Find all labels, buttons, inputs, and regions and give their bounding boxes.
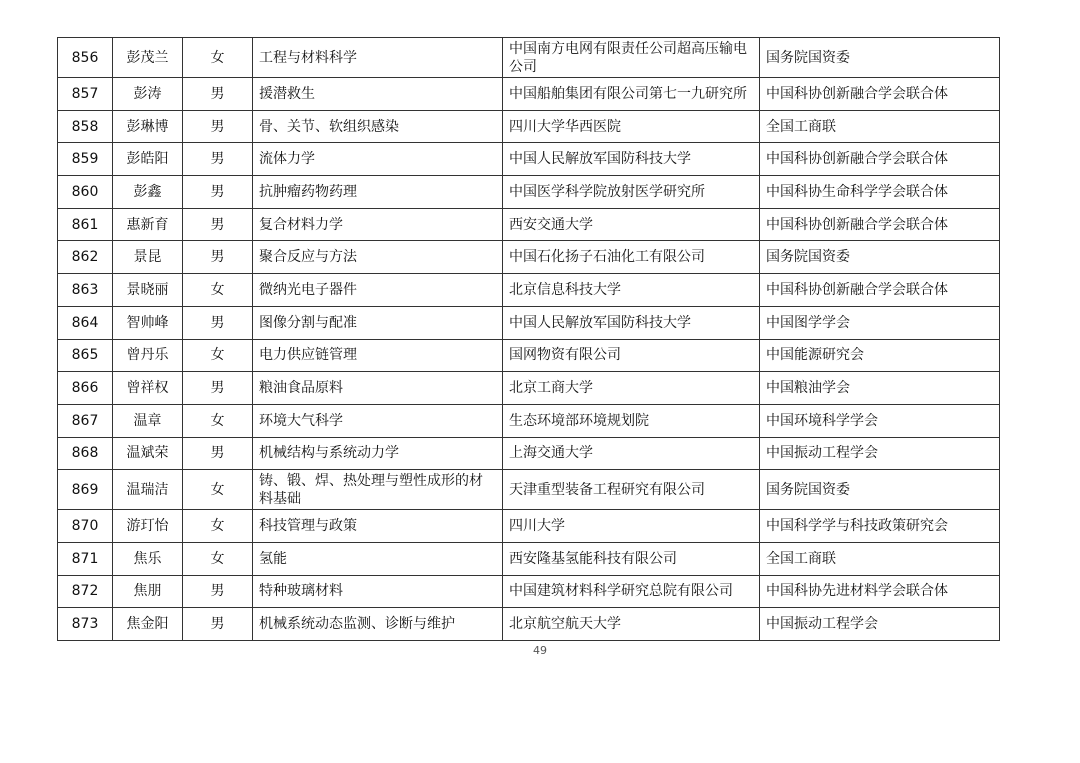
cell-person-name: 景晓丽 <box>113 274 183 307</box>
cell-person-name: 彭琳博 <box>113 110 183 143</box>
cell-person-name: 温章 <box>113 404 183 437</box>
cell-research-field: 特种玻璃材料 <box>253 575 503 608</box>
cell-gender: 男 <box>183 575 253 608</box>
cell-research-field: 聚合反应与方法 <box>253 241 503 274</box>
cell-recommending-org: 中国科协创新融合学会联合体 <box>760 143 1000 176</box>
table-row <box>58 176 1000 209</box>
cell-row-number: 867 <box>58 404 113 437</box>
cell-work-unit: 北京信息科技大学 <box>503 274 760 307</box>
cell-gender: 男 <box>183 372 253 405</box>
cell-work-unit: 西安隆基氢能科技有限公司 <box>503 542 760 575</box>
cell-research-field: 科技管理与政策 <box>253 510 503 543</box>
cell-gender: 男 <box>183 241 253 274</box>
cell-gender: 女 <box>183 38 253 78</box>
cell-work-unit: 北京航空航天大学 <box>503 608 760 641</box>
cell-person-name: 智帅峰 <box>113 306 183 339</box>
roster-table <box>57 37 1000 641</box>
cell-person-name: 彭皓阳 <box>113 143 183 176</box>
cell-recommending-org: 中国图学学会 <box>760 306 1000 339</box>
cell-person-name: 焦朋 <box>113 575 183 608</box>
cell-gender: 女 <box>183 404 253 437</box>
cell-row-number: 860 <box>58 176 113 209</box>
cell-row-number: 862 <box>58 241 113 274</box>
cell-work-unit: 西安交通大学 <box>503 208 760 241</box>
cell-row-number: 869 <box>58 470 113 510</box>
cell-recommending-org: 中国环境科学学会 <box>760 404 1000 437</box>
cell-work-unit: 中国医学科学院放射医学研究所 <box>503 176 760 209</box>
cell-person-name: 焦金阳 <box>113 608 183 641</box>
cell-recommending-org: 中国能源研究会 <box>760 339 1000 372</box>
table-row <box>58 110 1000 143</box>
table-row <box>58 38 1000 78</box>
cell-gender: 女 <box>183 274 253 307</box>
table-row <box>58 274 1000 307</box>
cell-recommending-org: 全国工商联 <box>760 110 1000 143</box>
cell-research-field: 铸、锻、焊、热处理与塑性成形的材料基础 <box>253 470 503 510</box>
cell-research-field: 机械系统动态监测、诊断与维护 <box>253 608 503 641</box>
cell-work-unit: 中国石化扬子石油化工有限公司 <box>503 241 760 274</box>
table-row <box>58 208 1000 241</box>
cell-gender: 男 <box>183 78 253 111</box>
cell-row-number: 858 <box>58 110 113 143</box>
cell-work-unit: 中国人民解放军国防科技大学 <box>503 143 760 176</box>
table-row <box>58 404 1000 437</box>
table-row <box>58 575 1000 608</box>
cell-person-name: 彭涛 <box>113 78 183 111</box>
cell-recommending-org: 中国科协创新融合学会联合体 <box>760 78 1000 111</box>
cell-work-unit: 四川大学 <box>503 510 760 543</box>
cell-recommending-org: 中国科协创新融合学会联合体 <box>760 274 1000 307</box>
table-row <box>58 608 1000 641</box>
cell-recommending-org: 中国科协创新融合学会联合体 <box>760 208 1000 241</box>
cell-person-name: 温瑞洁 <box>113 470 183 510</box>
cell-research-field: 抗肿瘤药物药理 <box>253 176 503 209</box>
cell-row-number: 863 <box>58 274 113 307</box>
cell-research-field: 复合材料力学 <box>253 208 503 241</box>
cell-row-number: 864 <box>58 306 113 339</box>
cell-recommending-org: 国务院国资委 <box>760 241 1000 274</box>
cell-work-unit: 中国人民解放军国防科技大学 <box>503 306 760 339</box>
cell-recommending-org: 全国工商联 <box>760 542 1000 575</box>
table-row <box>58 78 1000 111</box>
cell-recommending-org: 中国科协生命科学学会联合体 <box>760 176 1000 209</box>
cell-research-field: 电力供应链管理 <box>253 339 503 372</box>
table-row <box>58 470 1000 510</box>
table-row <box>58 542 1000 575</box>
cell-research-field: 骨、关节、软组织感染 <box>253 110 503 143</box>
cell-research-field: 粮油食品原料 <box>253 372 503 405</box>
cell-research-field: 氢能 <box>253 542 503 575</box>
roster-table-body <box>58 38 1000 641</box>
cell-recommending-org: 中国粮油学会 <box>760 372 1000 405</box>
cell-recommending-org: 中国振动工程学会 <box>760 608 1000 641</box>
cell-person-name: 焦乐 <box>113 542 183 575</box>
cell-research-field: 图像分割与配准 <box>253 306 503 339</box>
table-row <box>58 339 1000 372</box>
cell-row-number: 857 <box>58 78 113 111</box>
cell-recommending-org: 中国科协先进材料学会联合体 <box>760 575 1000 608</box>
cell-person-name: 温斌荣 <box>113 437 183 470</box>
cell-person-name: 游玎怡 <box>113 510 183 543</box>
cell-research-field: 机械结构与系统动力学 <box>253 437 503 470</box>
cell-gender: 女 <box>183 470 253 510</box>
cell-work-unit: 中国南方电网有限责任公司超高压输电公司 <box>503 38 760 78</box>
cell-person-name: 彭茂兰 <box>113 38 183 78</box>
cell-person-name: 彭鑫 <box>113 176 183 209</box>
cell-work-unit: 天津重型装备工程研究有限公司 <box>503 470 760 510</box>
cell-recommending-org: 国务院国资委 <box>760 470 1000 510</box>
cell-research-field: 流体力学 <box>253 143 503 176</box>
table-row <box>58 510 1000 543</box>
cell-recommending-org: 中国振动工程学会 <box>760 437 1000 470</box>
cell-row-number: 868 <box>58 437 113 470</box>
cell-gender: 男 <box>183 306 253 339</box>
cell-row-number: 871 <box>58 542 113 575</box>
cell-work-unit: 中国船舶集团有限公司第七一九研究所 <box>503 78 760 111</box>
cell-row-number: 866 <box>58 372 113 405</box>
cell-gender: 女 <box>183 510 253 543</box>
table-row <box>58 437 1000 470</box>
cell-row-number: 865 <box>58 339 113 372</box>
table-row <box>58 306 1000 339</box>
cell-research-field: 工程与材料科学 <box>253 38 503 78</box>
cell-gender: 女 <box>183 542 253 575</box>
cell-research-field: 环境大气科学 <box>253 404 503 437</box>
table-row <box>58 143 1000 176</box>
cell-row-number: 870 <box>58 510 113 543</box>
cell-gender: 男 <box>183 437 253 470</box>
cell-research-field: 微纳光电子器件 <box>253 274 503 307</box>
cell-gender: 男 <box>183 143 253 176</box>
cell-gender: 女 <box>183 339 253 372</box>
cell-work-unit: 北京工商大学 <box>503 372 760 405</box>
cell-work-unit: 国网物资有限公司 <box>503 339 760 372</box>
cell-work-unit: 生态环境部环境规划院 <box>503 404 760 437</box>
cell-gender: 男 <box>183 176 253 209</box>
cell-row-number: 856 <box>58 38 113 78</box>
cell-recommending-org: 国务院国资委 <box>760 38 1000 78</box>
cell-person-name: 曾祥权 <box>113 372 183 405</box>
cell-row-number: 861 <box>58 208 113 241</box>
cell-recommending-org: 中国科学学与科技政策研究会 <box>760 510 1000 543</box>
table-row <box>58 372 1000 405</box>
cell-work-unit: 上海交通大学 <box>503 437 760 470</box>
cell-person-name: 景昆 <box>113 241 183 274</box>
cell-research-field: 援潜救生 <box>253 78 503 111</box>
table-row <box>58 241 1000 274</box>
cell-row-number: 872 <box>58 575 113 608</box>
cell-gender: 男 <box>183 608 253 641</box>
cell-gender: 男 <box>183 208 253 241</box>
cell-work-unit: 中国建筑材料科学研究总院有限公司 <box>503 575 760 608</box>
cell-person-name: 惠新育 <box>113 208 183 241</box>
cell-row-number: 873 <box>58 608 113 641</box>
cell-row-number: 859 <box>58 143 113 176</box>
page-number: 49 <box>533 644 547 657</box>
cell-gender: 男 <box>183 110 253 143</box>
cell-work-unit: 四川大学华西医院 <box>503 110 760 143</box>
cell-person-name: 曾丹乐 <box>113 339 183 372</box>
